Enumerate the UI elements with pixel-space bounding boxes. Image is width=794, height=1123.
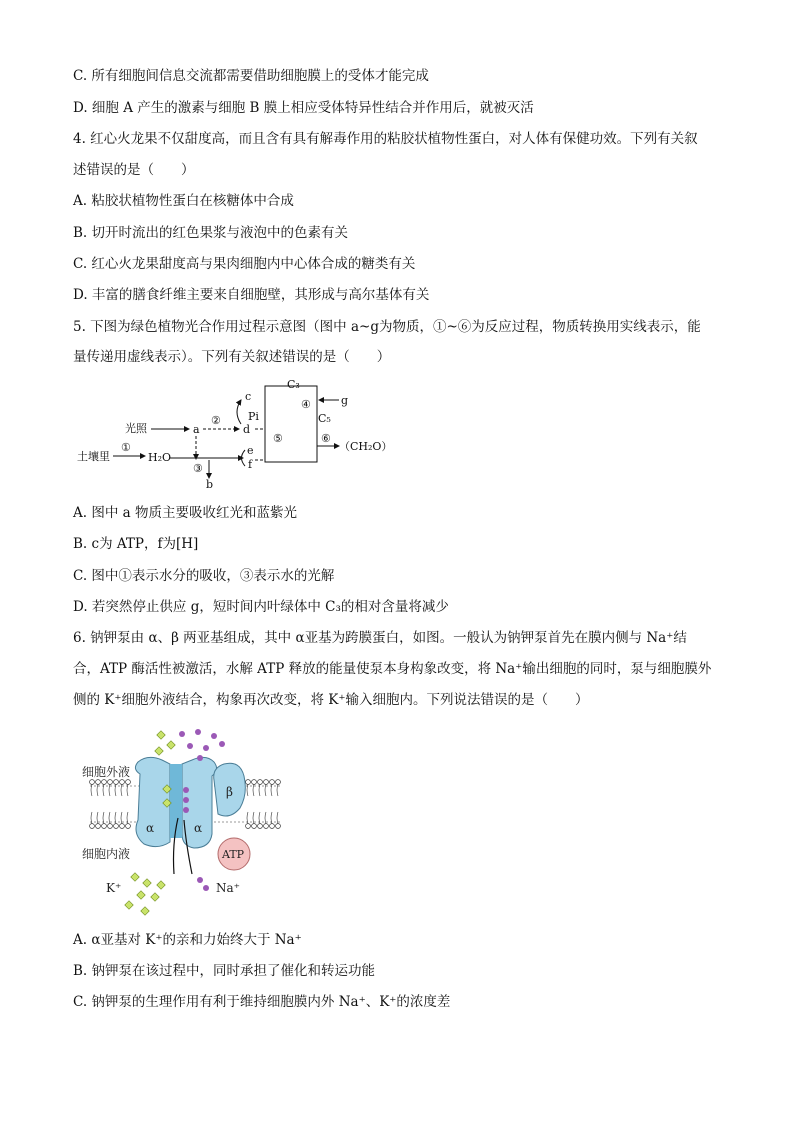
circle-1: ①: [121, 441, 131, 454]
label-h2o: H₂O: [148, 451, 172, 464]
alpha-label-left: α: [146, 821, 155, 835]
label-d: d: [243, 423, 251, 436]
label-b: b: [206, 478, 214, 491]
question-4-stem: 4. 红心火龙果不仅甜度高，而且含有具有解毒作用的粘胶状植物性蛋白，对人体有保健功效。下列有关叙: [73, 131, 698, 147]
option-a-q4: A. 粘胶状植物性蛋白在核糖体中合成: [73, 193, 294, 209]
alpha-label-right: α: [194, 821, 203, 835]
circle-4: ④: [301, 398, 311, 411]
beta-label: β: [226, 785, 233, 799]
option-b-q4: B. 切开时流出的红色果浆与液泡中的色素有关: [73, 225, 349, 241]
option-d-q5: D. 若突然停止供应 g，短时间内叶绿体中 C₃的相对含量将减少: [73, 599, 449, 615]
option-b-q6: B. 钠钾泵在该过程中，同时承担了催化和转运功能: [73, 963, 376, 979]
question-6-stem: 6. 钠钾泵由 α、β 两亚基组成，其中 α亚基为跨膜蛋白，如图。一般认为钠钾泵首先在膜内侧与 Na⁺结: [73, 630, 687, 646]
question-6-stem-cont1: 合，ATP 酶活性被激活，水解 ATP 释放的能量使泵本身构象改变，将 Na⁺输出细胞的同时，泵与细胞膜外: [73, 661, 712, 677]
label-c3: C₃: [287, 378, 300, 391]
label-c5: C₅: [318, 412, 331, 425]
question-4-stem-cont: 述错误的是（ ）: [73, 162, 195, 178]
option-c-q4: C. 红心火龙果甜度高与果肉细胞内中心体合成的糖类有关: [73, 256, 416, 272]
k-label: K⁺: [106, 881, 122, 895]
sodium-potassium-pump-diagram: [82, 724, 282, 922]
outside-label: 细胞外液: [82, 765, 131, 779]
option-a-q5: A. 图中 a 物质主要吸收红光和蓝紫光: [73, 505, 297, 521]
label-ch2o: （CH₂O）: [339, 440, 393, 453]
question-5-stem-cont: 量传递用虚线表示）。下列有关叙述错误的是（ ）: [73, 349, 391, 365]
na-label: Na⁺: [216, 881, 240, 895]
label-a: a: [193, 423, 200, 436]
option-d-q4: D. 丰富的膳食纤维主要来自细胞壁，其形成与高尔基体有关: [73, 287, 430, 303]
option-c-q3: C. 所有细胞间信息交流都需要借助细胞膜上的受体才能完成: [73, 68, 429, 84]
option-c-q6: C. 钠钾泵的生理作用有利于维持细胞膜内外 Na⁺、K⁺的浓度差: [73, 994, 451, 1010]
label-pi: Pi: [248, 410, 259, 423]
label-c: c: [245, 390, 252, 403]
circle-3: ③: [193, 462, 203, 475]
circle-5: ⑤: [273, 432, 283, 445]
option-a-q6: A. α亚基对 K⁺的亲和力始终大于 Na⁺: [73, 932, 302, 948]
label-g: g: [341, 394, 349, 407]
atp-label: ATP: [222, 848, 245, 861]
soil-label: 土壤里: [77, 450, 110, 463]
light-label: 光照: [125, 422, 147, 435]
inside-label: 细胞内液: [82, 847, 131, 861]
circle-6: ⑥: [321, 432, 331, 445]
label-f: f: [248, 458, 253, 471]
option-c-q5: C. 图中①表示水分的吸收，③表示水的光解: [73, 568, 335, 584]
circle-2: ②: [211, 414, 221, 427]
option-b-q5: B. c为 ATP，f为[H]: [73, 536, 199, 552]
photosynthesis-diagram: [73, 376, 393, 492]
label-e: e: [247, 444, 254, 457]
question-5-stem: 5. 下图为绿色植物光合作用过程示意图（图中 a~g为物质，①~⑥为反应过程，物质转换用实线表示，能: [73, 319, 701, 335]
option-d-q3: D. 细胞 A 产生的激素与细胞 B 膜上相应受体特异性结合并作用后，就被灭活: [73, 100, 534, 116]
question-6-stem-cont2: 侧的 K⁺细胞外液结合，构象再次改变，将 K⁺输入细胞内。下列说法错误的是（ ）: [73, 692, 589, 708]
